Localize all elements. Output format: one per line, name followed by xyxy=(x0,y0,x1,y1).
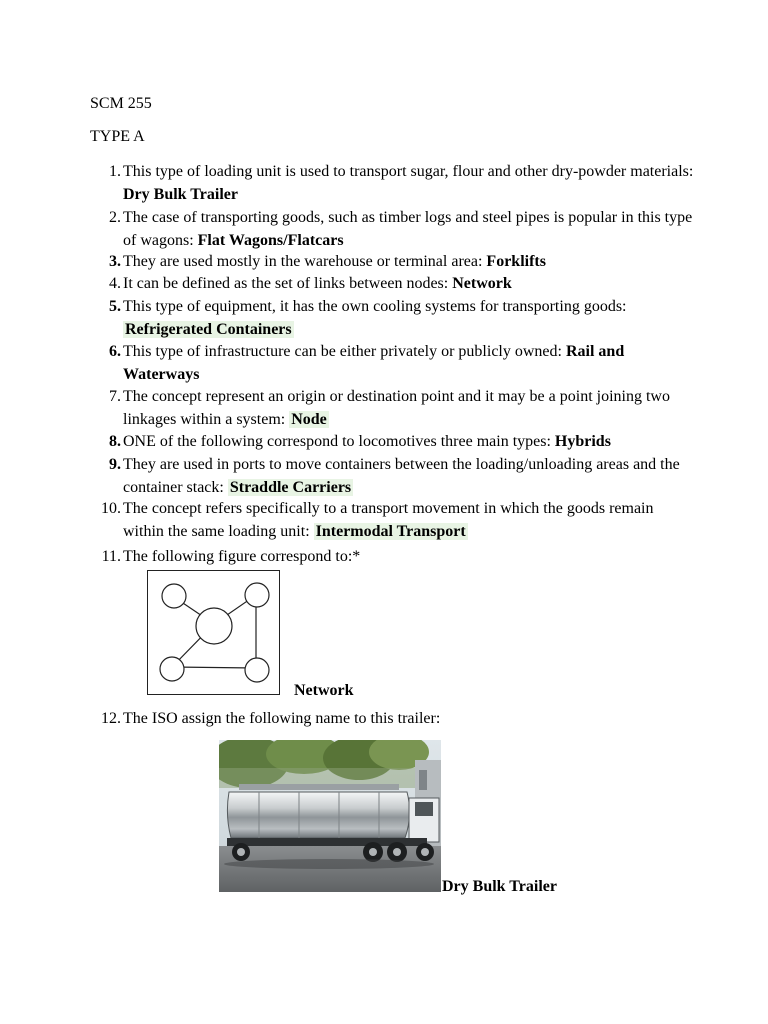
question-number: 6. xyxy=(109,343,121,360)
answer-text: Dry Bulk Trailer xyxy=(123,185,238,203)
question-number: 7. xyxy=(109,388,121,405)
question-text: The following figure correspond to:* xyxy=(123,548,361,565)
answer-text: Forklifts xyxy=(486,253,546,270)
question-text: They are used mostly in the warehouse or terminal area: xyxy=(123,253,487,270)
photo-answer: Dry Bulk Trailer xyxy=(442,878,557,895)
question-text: This type of equipment, it has the own cooling systems for transporting goods: xyxy=(123,298,627,315)
network-diagram-graphic xyxy=(148,571,278,693)
question-item xyxy=(95,708,695,731)
node-circle xyxy=(162,584,186,608)
question-item xyxy=(95,207,695,252)
question-number: 10. xyxy=(101,500,121,517)
question-number: 3. xyxy=(109,253,121,270)
question-item xyxy=(95,454,695,499)
node-circle xyxy=(245,583,269,607)
question-text: ONE of the following correspond to locomotives three main types: xyxy=(123,433,555,450)
question-number: 11. xyxy=(101,548,121,565)
question-text: The case of transporting goods, such as timber logs and steel pipes is popular in this type of wagons: xyxy=(123,209,693,249)
question-item xyxy=(95,341,695,386)
question-number: 12. xyxy=(101,710,121,727)
question-item xyxy=(95,546,695,569)
answer-text: Flat Wagons/Flatcars xyxy=(197,231,344,249)
answer-text: Straddle Carriers xyxy=(229,478,352,496)
question-text: This type of infrastructure can be either privately or publicly owned: xyxy=(123,343,566,360)
question-item xyxy=(95,498,695,543)
question-number: 2. xyxy=(109,209,121,226)
question-item xyxy=(95,431,695,454)
tanker-trailer-image xyxy=(219,740,441,892)
question-item xyxy=(95,251,695,274)
question-number: 1. xyxy=(109,163,121,180)
question-item xyxy=(95,273,695,296)
answer-text: Hybrids xyxy=(554,433,611,450)
answer-text: Network xyxy=(452,275,512,292)
question-text: It can be defined as the set of links between nodes: xyxy=(123,275,453,292)
figure-answer: Network xyxy=(294,682,354,699)
question-number: 9. xyxy=(109,456,121,473)
course-code: SCM 255 xyxy=(90,95,152,112)
question-text: The concept represent an origin or destination point and it may be a point joining two linkages within a system: xyxy=(123,388,670,428)
answer-text: Intermodal Transport xyxy=(315,522,466,540)
node-circle xyxy=(196,608,232,644)
question-item xyxy=(95,386,695,431)
link-line xyxy=(172,667,256,668)
exam-type: TYPE A xyxy=(90,128,145,145)
question-text: The ISO assign the following name to this trailer: xyxy=(123,710,441,727)
answer-text: Node xyxy=(291,410,327,428)
question-text: This type of loading unit is used to transport sugar, flour and other dry-powder materials: xyxy=(123,163,694,180)
question-item xyxy=(95,161,695,206)
answer-text: Refrigerated Containers xyxy=(125,320,292,338)
tanker-trailer-photo xyxy=(219,740,441,892)
question-text: They are used in ports to move containers between the loading/unloading areas and the container stack: xyxy=(123,456,680,496)
question-number: 4. xyxy=(109,275,121,292)
question-item xyxy=(95,296,695,341)
node-circle xyxy=(245,658,269,682)
answer-text: Rail and Waterways xyxy=(123,343,625,383)
question-text: The concept refers specifically to a transport movement in which the goods remain within the same loading unit: xyxy=(123,500,654,540)
question-number: 5. xyxy=(109,298,121,315)
question-number: 8. xyxy=(109,433,121,450)
node-circle xyxy=(160,657,184,681)
network-diagram xyxy=(147,570,280,695)
